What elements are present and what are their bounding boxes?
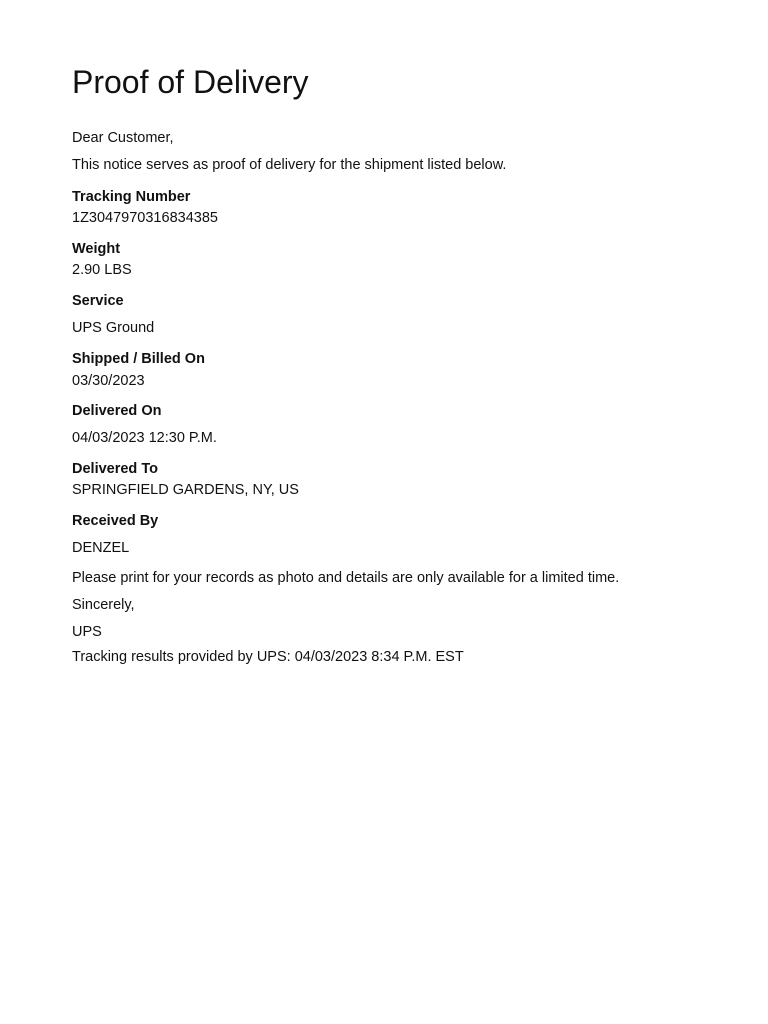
page-title: Proof of Delivery [72,64,309,100]
shipped-billed-on-label: Shipped / Billed On [72,351,205,367]
delivered-to-label: Delivered To [72,461,158,477]
records-notice: Please print for your records as photo and details are only available for a limited time. [72,570,620,586]
received-by-label: Received By [72,513,159,529]
weight-value: 2.90 LBS [72,262,132,278]
greeting: Dear Customer, [72,130,174,146]
tracking-number-label: Tracking Number [72,189,191,205]
service-value: UPS Ground [72,320,155,336]
shipped-billed-on-value: 03/30/2023 [72,373,145,389]
service-label: Service [72,293,124,309]
delivered-on-label: Delivered On [72,403,162,419]
weight-label: Weight [72,241,121,257]
tracking-results-footer: Tracking results provided by UPS: 04/03/2023 8:34 P.M. EST [72,649,464,665]
delivered-to-value: SPRINGFIELD GARDENS, NY, US [72,482,299,498]
intro-text: This notice serves as proof of delivery for the shipment listed below. [72,157,507,173]
delivered-on-value: 04/03/2023 12:30 P.M. [72,430,217,446]
received-by-value: DENZEL [72,540,130,556]
closing-text: Sincerely, [72,597,135,613]
tracking-number-value: 1Z3047970316834385 [72,210,218,226]
signature-text: UPS [72,624,102,640]
